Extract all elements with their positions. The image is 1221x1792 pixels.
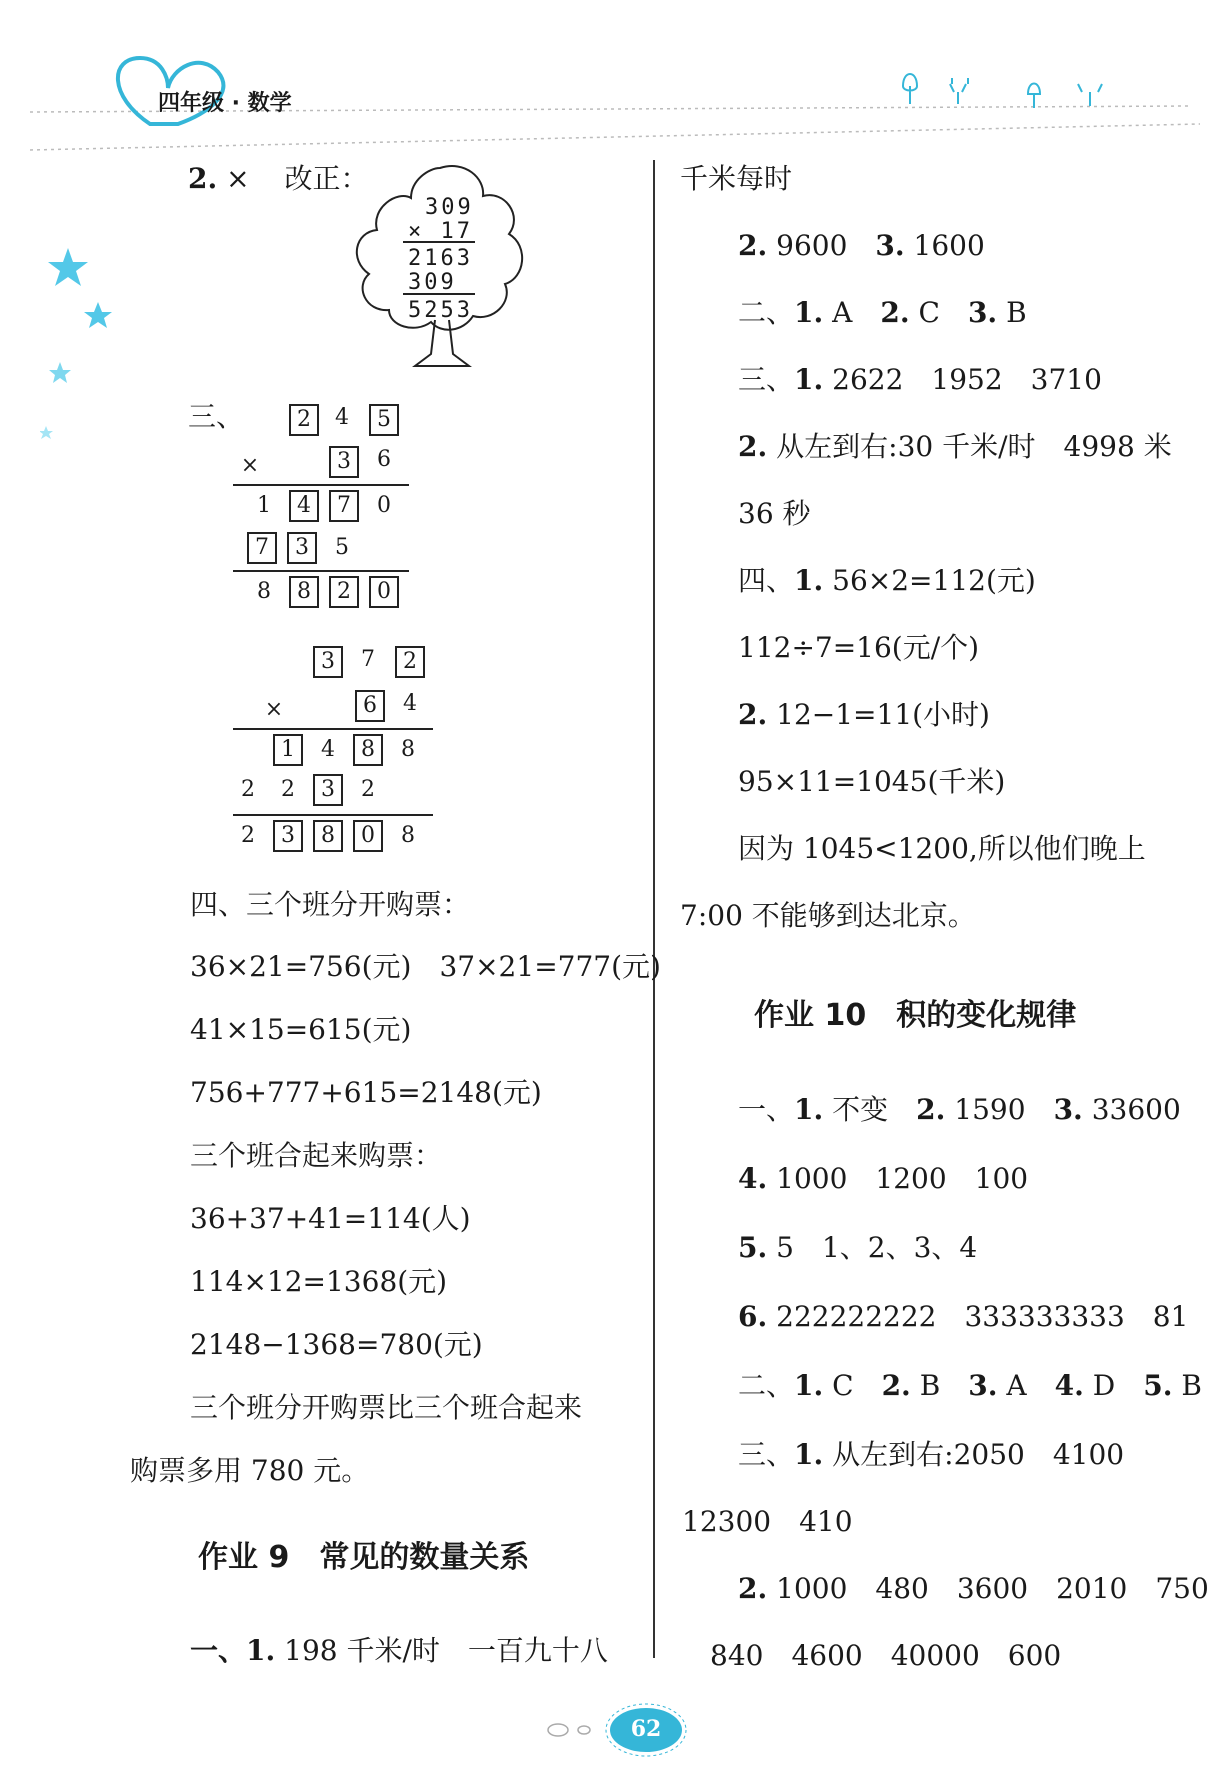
- q-num: 4.: [738, 1162, 768, 1195]
- q-num: 2.: [738, 1572, 768, 1605]
- hw9-q1: [190, 1634, 608, 1668]
- q-num: 5.: [738, 1231, 768, 1264]
- q-num: 2.: [738, 229, 768, 262]
- answer-line: 12300 410: [682, 1505, 853, 1538]
- digit-box: 8: [353, 734, 383, 766]
- answer-line: 756+777+615=2148(元): [190, 1076, 542, 1109]
- column-divider: [653, 160, 655, 1658]
- digit: 6: [377, 447, 391, 472]
- sec-prefix: 三、: [738, 363, 795, 396]
- q-ans: 9600: [767, 229, 876, 262]
- digit-box: 3: [273, 820, 303, 852]
- q2-mark: ×: [226, 162, 250, 195]
- digit-box: 2: [289, 404, 319, 436]
- answer-line: [738, 1162, 1028, 1196]
- digit: 4: [335, 405, 349, 430]
- answer-line: [738, 564, 1036, 598]
- answer-line: [738, 1093, 1181, 1127]
- calc-rule: [233, 814, 433, 816]
- calc-rule: [233, 728, 433, 730]
- q-ans: D: [1083, 1369, 1144, 1402]
- q-num: 2.: [738, 430, 768, 463]
- q-ans: B: [1172, 1369, 1202, 1402]
- sec-prefix: 一、: [738, 1093, 795, 1126]
- grade-subject-label: 四年级 · 数学: [158, 91, 292, 116]
- digit: 1: [257, 493, 271, 518]
- answer-line: 四、三个班分开购票：: [190, 888, 471, 921]
- section-3-label: 三、: [188, 400, 245, 433]
- q-ans: 222222222 333333333 81: [767, 1300, 1189, 1333]
- digit-box: 7: [329, 490, 359, 522]
- digit: 2: [241, 777, 255, 802]
- page-number: 62: [630, 1716, 662, 1742]
- digit-box: 3: [313, 646, 343, 678]
- digit-box: 1: [273, 734, 303, 766]
- answer-line: [738, 430, 1172, 464]
- sec-prefix: 二、: [738, 1369, 795, 1402]
- answer-line: 36 秒: [738, 497, 811, 530]
- hw9-q1-text: 198 千米/时 一百九十八: [275, 1634, 608, 1667]
- digit-box: 0: [369, 576, 399, 608]
- q-ans: 1600: [904, 229, 985, 262]
- digit: 4: [321, 737, 335, 762]
- q-ans: 1000 480 3600 2010 750: [767, 1572, 1209, 1605]
- answer-line: 36×21=756(元) 37×21=777(元): [190, 950, 661, 983]
- digit-box: 2: [329, 576, 359, 608]
- multiply-sign: ×: [264, 697, 284, 722]
- digit-box: 3: [287, 532, 317, 564]
- answer-line: 7:00 不能够到达北京。: [680, 899, 976, 932]
- answer-line: [738, 1572, 1209, 1606]
- q-ans: 1000 1200 100: [767, 1162, 1029, 1195]
- digit-box: 8: [313, 820, 343, 852]
- q-num: 3.: [875, 229, 905, 262]
- q2-number: 2.: [188, 162, 218, 195]
- answer-line: [738, 296, 1027, 330]
- answer-line: [738, 229, 985, 263]
- q-ans: 从左到右:2050 4100: [823, 1438, 1125, 1471]
- answer-line: 112÷7=16(元/个): [738, 631, 980, 664]
- answer-line: [738, 1438, 1124, 1472]
- digit-box: 3: [313, 774, 343, 806]
- q-ans: 2622 1952 3710: [823, 363, 1102, 396]
- q-num: 3.: [967, 296, 998, 329]
- answer-line: [738, 363, 1102, 397]
- tree-calc-line: × 17: [408, 219, 473, 244]
- answer-line: 114×12=1368(元): [190, 1265, 448, 1298]
- digit-box: 0: [353, 820, 383, 852]
- digit-box: 3: [329, 446, 359, 478]
- q-num: 2.: [880, 296, 910, 329]
- q-ans: C: [823, 1369, 882, 1402]
- answer-line: [738, 1300, 1188, 1334]
- digit: 2: [241, 823, 255, 848]
- q-num: 1.: [794, 564, 824, 597]
- q-num: 3.: [968, 1369, 998, 1402]
- answer-line: [738, 1231, 977, 1265]
- digit: 8: [401, 823, 415, 848]
- q-num: 2.: [738, 698, 768, 731]
- answer-line: 36+37+41=114(人): [190, 1202, 471, 1235]
- q-num: 5.: [1143, 1369, 1173, 1402]
- q2-label: 改正：: [284, 162, 369, 195]
- q-ans: 不变: [823, 1093, 917, 1126]
- star-decoration: [40, 240, 120, 500]
- answer-line: 840 4600 40000 600: [710, 1639, 1062, 1672]
- q-num: 1.: [794, 1369, 824, 1402]
- sec-prefix: 三、: [738, 1438, 795, 1471]
- answer-line: [738, 698, 990, 732]
- hw9-q1-prefix: 一、1.: [190, 1634, 276, 1667]
- q-num: 6.: [738, 1300, 768, 1333]
- answer-line: [738, 1369, 1202, 1403]
- calc-rule: [233, 570, 409, 572]
- calc-rule: [233, 484, 409, 486]
- q-ans: C: [909, 296, 968, 329]
- digit: 5: [335, 535, 349, 560]
- q2-heading: [188, 162, 369, 196]
- q-num: 1.: [794, 296, 824, 329]
- q-ans: 33600: [1082, 1093, 1181, 1126]
- hw10-title: 作业 10 积的变化规律: [754, 998, 1077, 1033]
- header-decoration: [0, 0, 1221, 160]
- sec-prefix: 四、: [738, 564, 795, 597]
- hw9-title: 作业 9 常见的数量关系: [198, 1540, 530, 1575]
- q-ans: 5 1、2、3、4: [767, 1231, 978, 1264]
- answer-line: 三个班合起来购票：: [190, 1139, 443, 1172]
- q-ans: A: [997, 1369, 1055, 1402]
- q-num: 1.: [794, 363, 824, 396]
- digit-box: 5: [369, 404, 399, 436]
- digit-box: 6: [355, 690, 385, 722]
- q-ans: B: [997, 296, 1027, 329]
- tree-calc-line: 2163: [408, 246, 473, 271]
- sec-prefix: 二、: [738, 296, 795, 329]
- answer-line: 因为 1045<1200,所以他们晚上: [738, 832, 1146, 865]
- answer-line: 千米每时: [680, 162, 793, 195]
- q-num: 3.: [1053, 1093, 1083, 1126]
- q-ans: A: [823, 296, 881, 329]
- digit: 2: [281, 777, 295, 802]
- answer-line: 95×11=1045(千米): [738, 765, 1006, 798]
- digit: 8: [257, 579, 271, 604]
- answer-line: 购票多用 780 元。: [130, 1454, 370, 1487]
- q-ans: 56×2=112(元): [823, 564, 1036, 597]
- q-num: 1.: [794, 1438, 824, 1471]
- digit: 7: [361, 647, 375, 672]
- q-ans: 从左到右:30 千米/时 4998 米: [767, 430, 1172, 463]
- digit: 4: [403, 691, 417, 716]
- q-num: 1.: [794, 1093, 824, 1126]
- q-num: 4.: [1054, 1369, 1084, 1402]
- digit-box: 8: [289, 576, 319, 608]
- q-ans: 1590: [945, 1093, 1054, 1126]
- digit-box: 4: [289, 490, 319, 522]
- answer-line: 41×15=615(元): [190, 1013, 412, 1046]
- q-num: 2.: [916, 1093, 946, 1126]
- q-ans: B: [910, 1369, 969, 1402]
- digit: 2: [361, 777, 375, 802]
- digit: 0: [377, 493, 391, 518]
- digit-box: 2: [395, 646, 425, 678]
- tree-calc-line: 309: [408, 270, 457, 295]
- tree-calc-line: 309: [425, 195, 474, 220]
- tree-calc-line: 5253: [408, 298, 473, 323]
- q-num: 2.: [881, 1369, 911, 1402]
- multiply-sign: ×: [240, 453, 260, 478]
- digit: 8: [401, 737, 415, 762]
- answer-line: 2148−1368=780(元): [190, 1328, 483, 1361]
- q-ans: 12−1=11(小时): [767, 698, 990, 731]
- digit-box: 7: [247, 532, 277, 564]
- answer-line: 三个班分开购票比三个班合起来: [190, 1391, 583, 1424]
